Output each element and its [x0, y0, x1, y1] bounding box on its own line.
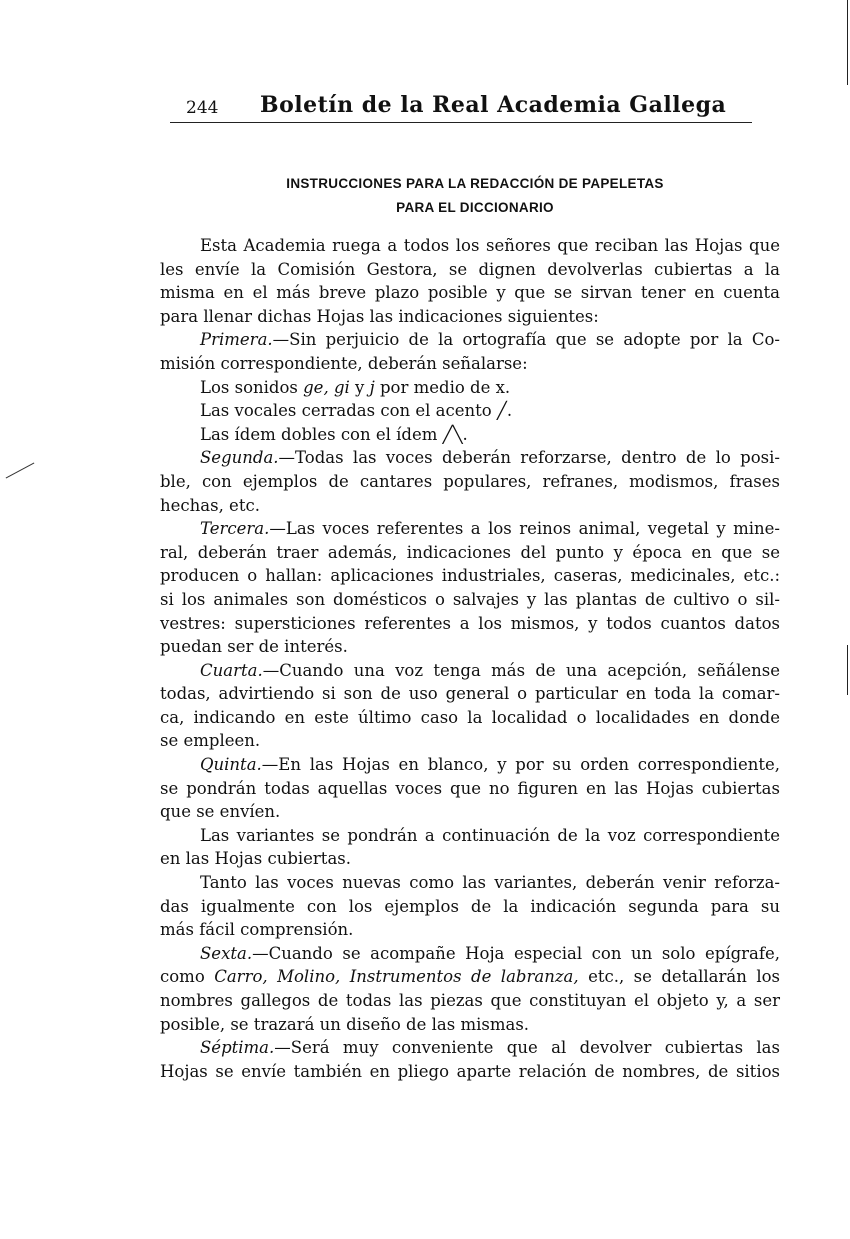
text-line: [160, 352, 780, 376]
text-segment: nombres gallegos de todas las piezas que constituyan el objeto y, a ser: [160, 991, 780, 1010]
text-line: [160, 682, 780, 706]
text-line: [160, 564, 780, 588]
text-segment: como: [160, 967, 215, 987]
text-segment: más fácil comprensión.: [160, 920, 354, 940]
body-text: [160, 234, 780, 1083]
italic-text: Séptima.: [200, 1038, 275, 1058]
text-line: [160, 847, 780, 871]
text-segment: posible, se trazará un diseño de las mismas.: [160, 1014, 530, 1034]
text-line: [160, 517, 780, 541]
page-number: 244: [186, 98, 219, 118]
text-segment: —Sin perjuicio de la ortografía que se adopte por la Co-: [272, 330, 780, 350]
text-line: [160, 729, 780, 753]
text-line: [160, 706, 780, 730]
text-line: [160, 376, 780, 400]
italic-text: Carro, Molino, Instrumentos de labranza,: [214, 967, 579, 987]
text-line: [160, 800, 780, 824]
text-line: [160, 824, 780, 848]
text-segment: hechas, etc.: [160, 495, 260, 515]
text-line: [160, 588, 780, 612]
text-line: [160, 234, 780, 258]
text-line: [160, 753, 780, 777]
text-line: [160, 635, 780, 659]
text-line: [160, 494, 780, 518]
margin-pen-mark: [6, 463, 35, 479]
text-segment: —Cuando una voz tenga más de una acepción, señálense: [262, 660, 780, 680]
text-segment: etc., se detallarán los: [578, 967, 781, 987]
journal-title: Boletín de la Real Academia Gallega: [260, 92, 727, 118]
italic-text: Cuarta.: [200, 660, 263, 680]
text-segment: misma en el más breve plazo posible y que se sirvan tener en cuenta: [160, 283, 780, 303]
text-segment: se pondrán todas aquellas voces que no figuren en las Hojas cubiertas: [160, 778, 780, 798]
text-segment: y: [349, 377, 370, 397]
text-line: [160, 423, 780, 447]
text-segment: Esta Academia ruega a todos los señores que reciban las Hojas que: [200, 236, 780, 255]
italic-text: Tercera.: [200, 519, 270, 539]
italic-text: Segunda.: [200, 448, 279, 468]
text-segment: Hojas se envíe también en pliego aparte relación de nombres, de sitios: [160, 1061, 780, 1081]
section-title-line-1: INSTRUCCIONES PARA LA REDACCIÓN DE PAPELETAS: [286, 176, 664, 191]
text-segment: Las vocales cerradas con el acento ╱.: [200, 401, 513, 421]
text-segment: misión correspondiente, deberán señalarse:: [160, 353, 528, 373]
text-segment: que se envíen.: [160, 802, 281, 822]
section-title-line-2: PARA EL DICCIONARIO: [396, 200, 554, 215]
text-segment: —Cuando se acompañe Hoja especial con un solo epígrafe,: [252, 943, 780, 963]
text-line: [160, 895, 780, 919]
text-line: [160, 942, 780, 966]
text-line: [160, 399, 780, 423]
text-segment: —Será muy conveniente que al devolver cubiertas las: [274, 1038, 780, 1058]
text-segment: —En las Hojas en blanco, y por su orden correspondiente,: [261, 755, 780, 775]
text-line: [160, 965, 780, 989]
text-segment: ca, indicando en este último caso la localidad o localidades en donde: [160, 707, 780, 727]
text-segment: —Las voces referentes a los reinos animal, vegetal y mine-: [269, 519, 780, 539]
italic-text: ge, gi: [303, 377, 350, 397]
text-segment: si los animales son domésticos o salvajes y las plantas de cultivo o sil-: [160, 589, 780, 609]
text-segment: producen o hallan: aplicaciones industriales, caseras, medicinales, etc.:: [160, 566, 780, 586]
text-segment: Los sonidos: [200, 377, 304, 397]
text-line: [160, 1036, 780, 1060]
text-segment: para llenar dichas Hojas las indicaciones siguientes:: [160, 306, 599, 326]
text-segment: puedan ser de interés.: [160, 637, 348, 657]
text-segment: —Todas las voces deberán reforzarse, dentro de lo posi-: [278, 448, 780, 468]
italic-text: Quinta.: [200, 755, 262, 775]
text-line: [160, 989, 780, 1013]
italic-text: j: [369, 377, 375, 397]
text-line: [160, 777, 780, 801]
text-segment: ral, deberán traer además, indicaciones del punto y época en que se: [160, 542, 780, 562]
text-line: [160, 328, 780, 352]
text-line: [160, 1013, 780, 1037]
header-rule: [170, 122, 752, 123]
text-segment: ble, con ejemplos de cantares populares, refranes, modismos, frases: [160, 471, 780, 491]
scan-edge-mark: [847, 0, 849, 85]
text-line: [160, 446, 780, 470]
text-segment: Las ídem dobles con el ídem ╱╲.: [200, 424, 468, 444]
text-segment: Las variantes se pondrán a continuación de la voz correspondiente: [200, 825, 780, 845]
text-line: [160, 871, 780, 895]
text-line: [160, 659, 780, 683]
italic-text: Sexta.: [200, 943, 253, 963]
italic-text: Primera.: [200, 330, 273, 350]
text-line: [160, 612, 780, 636]
text-segment: se empleen.: [160, 731, 261, 751]
text-segment: les envíe la Comisión Gestora, se dignen devolverlas cubiertas a la: [160, 259, 780, 279]
text-line: [160, 1060, 780, 1084]
text-segment: por medio de x.: [374, 377, 511, 397]
text-segment: en las Hojas cubiertas.: [160, 849, 351, 869]
text-segment: todas, advirtiendo si son de uso general o particular en toda la comar-: [160, 684, 780, 704]
text-segment: vestres: supersticiones referentes a los mismos, y todos cuantos datos: [160, 613, 780, 633]
text-line: [160, 281, 780, 305]
text-line: [160, 470, 780, 494]
text-line: [160, 305, 780, 329]
text-segment: das igualmente con los ejemplos de la indicación segunda para su: [160, 896, 780, 916]
text-line: [160, 541, 780, 565]
text-line: [160, 918, 780, 942]
running-header: [170, 92, 752, 122]
text-segment: Tanto las voces nuevas como las variantes, deberán venir reforza-: [200, 873, 780, 893]
scan-edge-mark: [847, 645, 849, 695]
text-line: [160, 258, 780, 282]
